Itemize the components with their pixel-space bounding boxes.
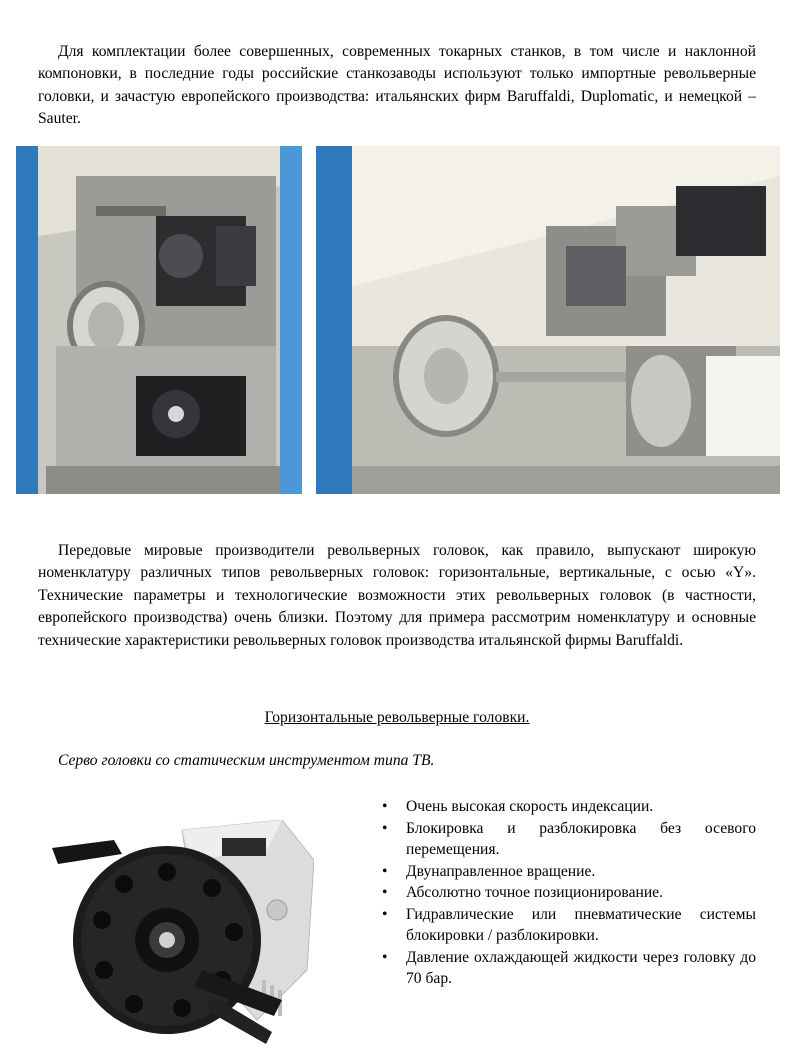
lathe-photo-right [316, 146, 780, 494]
lathe-photo-left [16, 146, 302, 494]
feature-item: • Гидравлические или пневматические системы блокировки / разблокировки. [382, 905, 756, 944]
bullet-icon: • [382, 884, 388, 901]
section-heading: Горизонтальные револьверные головки. [264, 709, 530, 726]
feature-item: • Абсолютно точное позиционирование. [382, 882, 756, 904]
feature-item: • Блокировка и разблокировка без осевого перемещения. [382, 819, 756, 858]
feature-item: • Давление охлаждающей жидкости через головку до 70 бар. [382, 948, 756, 987]
bullet-icon: • [382, 948, 388, 966]
feature-item: • Очень высокая скорость индексации. [382, 796, 756, 818]
manufacturers-paragraph: Передовые мировые производители револьверных головок, как правило, выпускают широкую номенклатуру различных типов револьверных головок: горизонтальные, вертикальные, с осью «Y». Технические параметры и технологические возможности этих револьверных головок (в частности, европейского производства) очень близки. Поэтому для примера рассмотрим номенклатуру и основные технические характеристики револьверных головок производства итальянской фирмы Baruffaldi. [38, 542, 756, 649]
intro-paragraph: Для комплектации более совершенных, современных токарных станков, в том числе и наклонной компоновки, в последние годы российские станкозаводы используют только импортные револьверные головки, и зачастую европейского производства: итальянских фирм Baruffaldi, Duplomatic, и немецкой – Sauter. [38, 43, 756, 128]
section-subheading: Серво головки со статическим инструментом типа TB. [58, 752, 435, 769]
feature-item: • Двунаправленное вращение. [382, 861, 756, 883]
bullet-icon: • [382, 819, 388, 837]
bullet-icon: • [382, 862, 388, 880]
servo-turret-image [52, 820, 314, 1052]
features-list [382, 796, 756, 990]
bullet-icon: • [382, 798, 388, 815]
bullet-icon: • [382, 905, 388, 923]
